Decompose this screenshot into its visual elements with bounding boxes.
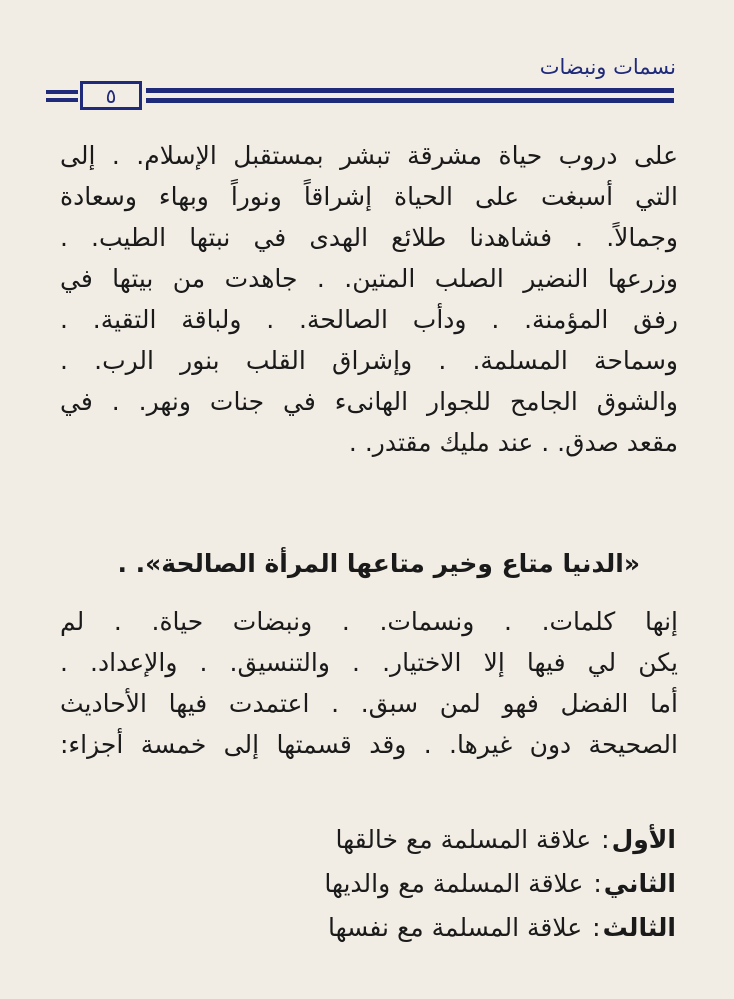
part-text: علاقة المسلمة مع نفسها bbox=[327, 913, 583, 942]
text-line: التي أسبغت على الحياة إشراقاً ونوراً وبهاء وسعادة bbox=[60, 182, 678, 211]
text-line: مقعد صدق. . عند مليك مقتدر. . bbox=[348, 428, 678, 457]
part-item: الثاني: علاقة المسلمة مع والديها bbox=[324, 869, 676, 898]
text-line: وسماحة المسلمة. . وإشراق القلب بنور الرب. . bbox=[60, 346, 678, 375]
part-item: الثالث: علاقة المسلمة مع نفسها bbox=[327, 913, 676, 942]
text-line: وجمالاً. . فشاهدنا طلائع الهدى في نبتها الطيب. . bbox=[60, 223, 678, 252]
text-line: والشوق الجامح للجوار الهانىء في جنات ونهر. . في bbox=[60, 387, 678, 416]
text-line: وزرعها النضير الصلب المتين. . جاهدت من بيتها في bbox=[60, 264, 678, 293]
text-line: على دروب حياة مشرقة تبشر بمستقبل الإسلام. . إلى bbox=[60, 141, 678, 170]
paragraph-dedication bbox=[60, 135, 678, 463]
text-line: يكن لي فيها إلا الاختيار. . والتنسيق. . والإعداد. . bbox=[60, 648, 678, 677]
page-number-box bbox=[80, 81, 142, 110]
part-label: الثاني bbox=[603, 869, 676, 898]
text-line: رفق المؤمنة. . ودأب الصالحة. . ولباقة التقية. . bbox=[60, 305, 678, 334]
header-rule-bar bbox=[46, 90, 78, 94]
parts-list bbox=[116, 818, 676, 950]
header-rule-bar bbox=[46, 98, 78, 102]
page-number: ٥ bbox=[105, 83, 117, 108]
header-rule-bar bbox=[146, 98, 674, 103]
part-text: علاقة المسلمة مع والديها bbox=[324, 869, 584, 898]
text-line: أما الفضل فهو لمن سبق. . اعتمدت فيها الأحاديث bbox=[60, 689, 678, 718]
text-line: إنها كلمات. . ونسمات. . ونبضات حياة. . لم bbox=[60, 607, 678, 636]
header-rule-bar bbox=[146, 88, 674, 93]
hadith-heading: «الدنيا متاع وخير متاعها المرأة الصالحة». . bbox=[117, 549, 640, 578]
paragraph-introduction bbox=[60, 601, 678, 765]
part-text: علاقة المسلمة مع خالقها bbox=[335, 825, 592, 854]
part-label: الثالث bbox=[602, 913, 676, 942]
part-item: الأول: علاقة المسلمة مع خالقها bbox=[335, 825, 676, 854]
part-label: الأول bbox=[611, 825, 676, 854]
running-title: نسمات ونبضات bbox=[539, 55, 676, 79]
text-line: الصحيحة دون غيرها. . وقد قسمتها إلى خمسة أجزاء: bbox=[60, 730, 678, 759]
